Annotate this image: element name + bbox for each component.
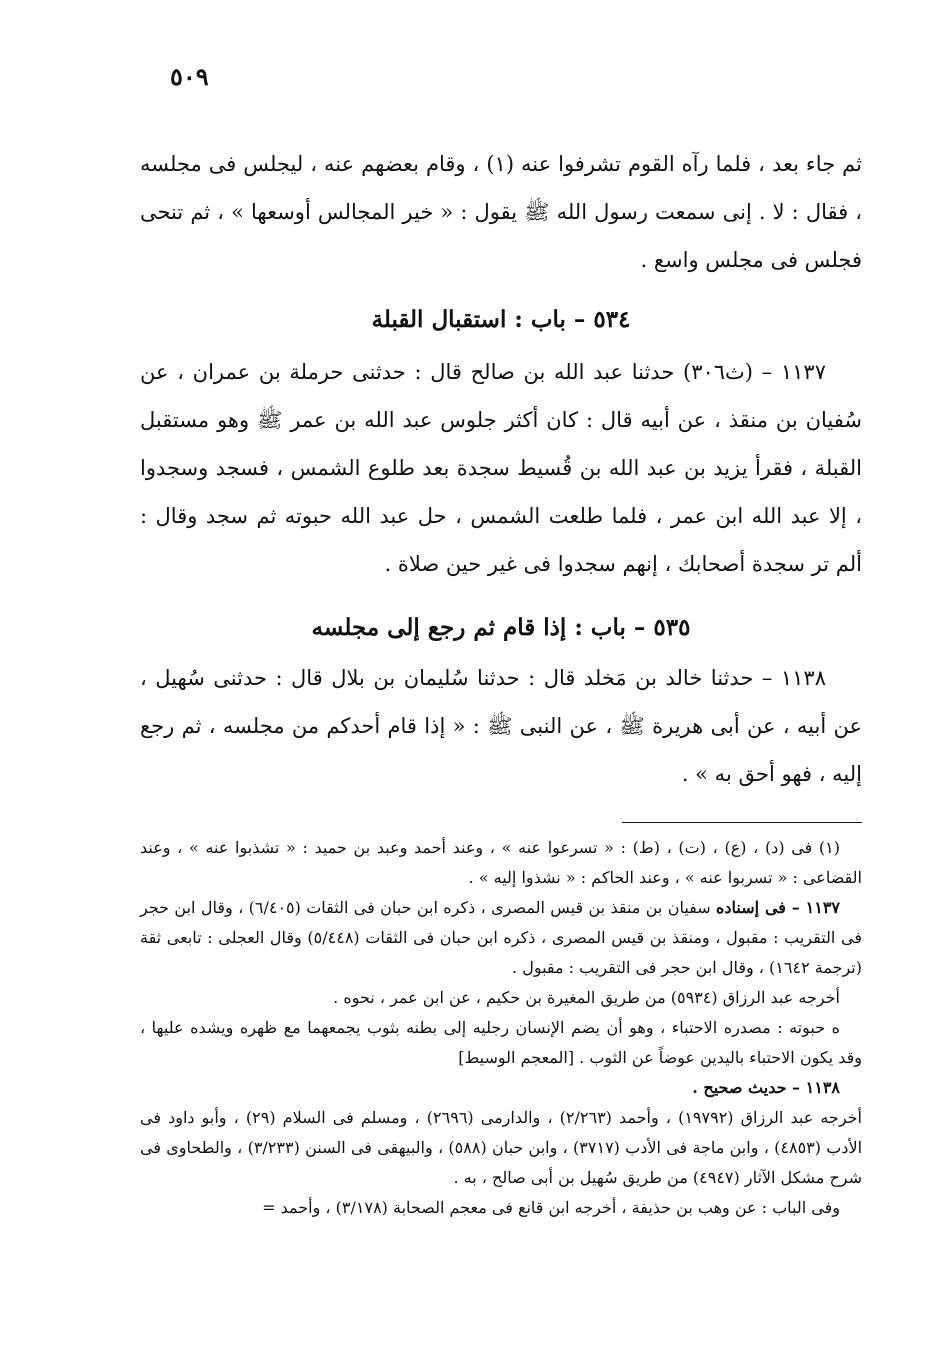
- page-body: [140, 140, 862, 1223]
- footnote-1138-other: وفى الباب : عن وهب بن حذيفة ، أخرجه ابن قانع فى معجم الصحابة (٣/١٧٨) ، وأحمد =: [262, 1198, 840, 1217]
- footnote-1137-label: ١١٣٧ – فى إسناده: [716, 898, 841, 917]
- footnote-1138-label: ١١٣٨ – حديث صحيح .: [692, 1078, 840, 1097]
- paragraph-continuation: ثم جاء بعد ، فلما رآه القوم تشرفوا عنه (١) ، وقام بعضهم عنه ، ليجلس فى مجلسه ، فقال : لا . إنى سمعت رسول الله ﷺ يقول : « خير المجالس أوسعها » ، ثم تنحى فجلس فى مجلس واسع .: [140, 152, 862, 272]
- footnote-1138-takhrij: أخرجه عبد الرزاق (١٩٧٩٢) ، وأحمد (٢/٢٦٣) ، والدارمى (٢٦٩٦) ، ومسلم فى السلام (٢٩) ، وأبو داود فى الأدب (٤٨٥٣) ، وابن ماجة فى الأدب (٣٧١٧) ، وابن حبان (٥٨٨) ، والبيهقى فى السنن (٣/٢٣٣) ، والطحاوى فى شرح مشكل الآثار (٤٩٤٧) من طريق سُهيل بن أبى صالح ، به .: [140, 1108, 863, 1187]
- footnote-1137-text: سفيان بن منقذ بن قيس المصرى ، ذكره ابن حبان فى الثقات (٦/٤٠٥) ، وقال ابن حجر فى التقريب : مقبول ، ومنقذ بن قيس المصرى ، ذكره ابن حبان فى الثقات (٥/٤٤٨) وقال العجلى : تابعى ثقة (ترجمة ١٦٤٢) ، وقال ابن حجر فى التقريب : مقبول .: [140, 898, 862, 977]
- footnote-1: (١) فى (د) ، (ع) ، (ت) ، (ط) : « تسرعوا عنه » ، وعند أحمد وعبد بن حميد : « تشذبوا عنه » ، وعند القضاعى : « تسربوا عنه » ، وعند الحاكم : « نشذوا إليه » .: [140, 838, 862, 887]
- footnote-1137-gloss: ه حبوته : مصدره الاحتباء ، وهو أن يضم الإنسان رجليه إلى بطنه بثوب يجمعهما مع ظهره ويشده عليها ، وقد يكون الاحتباء باليدين عوضاً عن الثوب . [المعجم الوسيط]: [140, 1018, 862, 1067]
- chapter-heading-535: ٥٣٥ – باب : إذا قام ثم رجع إلى مجلسه: [311, 614, 691, 641]
- hadith-1137: ١١٣٧ – (ث٣٠٦) حدثنا عبد الله بن صالح قال : حدثنى حرملة بن عمران ، عن سُفيان بن منقذ ، عن أبيه قال : كان أكثر جلوس عبد الله بن عمر ﷺ وهو مستقبل القبلة ، فقرأ يزيد بن عبد الله بن قُسيط سجدة بعد طلوع الشمس ، فسجد وسجدوا ، إلا عبد الله ابن عمر ، فلما طلعت الشمس ، حل عبد الله حبوته ثم سجد وقال : ألم تر سجدة أصحابك ، إنهم سجدوا فى غير حين صلاة .: [140, 360, 862, 576]
- footnote-separator: [622, 822, 862, 823]
- hadith-1138: ١١٣٨ – حدثنا خالد بن مَخلد قال : حدثنا سُليمان بن بلال قال : حدثنى سُهيل ، عن أبيه ، عن أبى هريرة ﷺ ، عن النبى ﷺ : « إذا قام أحدكم من مجلسه ، ثم رجع إليه ، فهو أحق به » .: [140, 666, 862, 786]
- chapter-heading-534: ٥٣٤ – باب : استقبال القبلة: [371, 306, 631, 333]
- footnote-1137-takhrij: أخرجه عبد الرزاق (٥٩٣٤) من طريق المغيرة بن حكيم ، عن ابن عمر ، نحوه .: [333, 988, 840, 1007]
- footnote-1137: [140, 893, 862, 983]
- page-number: ٥٠٩: [170, 62, 209, 91]
